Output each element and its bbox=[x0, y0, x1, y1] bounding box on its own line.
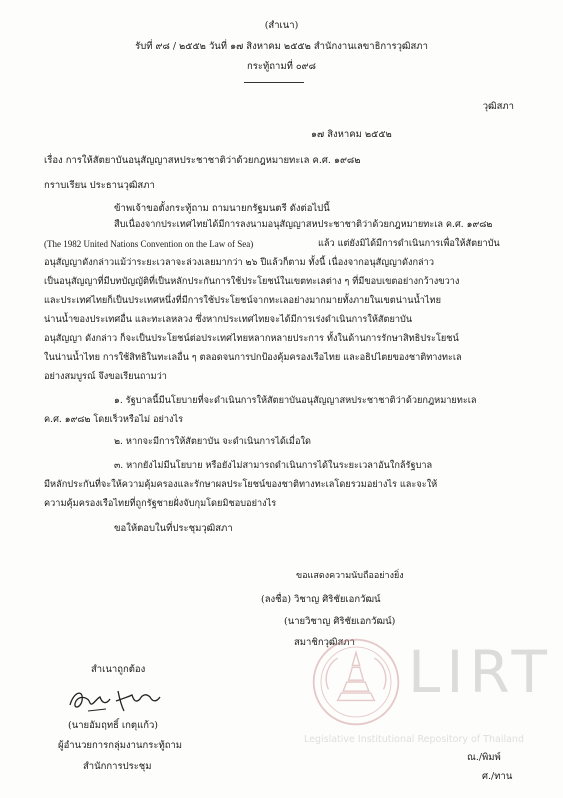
body-line: อนุสัญญา ดังกล่าว ก็จะเป็นประโยชน์ต่อประเทศไทยหลากหลายประการ ทั้งในด้านการรักษาสิทธิประโยชน์ bbox=[44, 333, 459, 344]
body-line: อนุสัญญาดังกล่าวแม้ว่าระยะเวลาจะล่วงเลยมากว่า ๒๖ ปีแล้วก็ตาม ทั้งนี้ เนื่องจากอนุสัญญาดังกล่าว bbox=[44, 257, 434, 268]
answer-request: ขอให้ตอบในที่ประชุมวุฒิสภา bbox=[114, 523, 233, 534]
body-line: น่านน้ำของประเทศอื่น และทะเลหลวง ซึ่งหากประเทศไทยจะได้มีการเร่งดำเนินการให้สัตยาบัน bbox=[44, 314, 413, 325]
sender: วุฒิสภา bbox=[482, 101, 514, 112]
closing-signed: (ลงชื่อ) วิชาญ ศิริชัยเอกวัฒน์ bbox=[261, 594, 381, 605]
certified-copy-label: สำเนาถูกต้อง bbox=[91, 664, 146, 675]
certifier-name: (นายอัมฤทธิ์ เกตุแก้ว) bbox=[68, 720, 158, 731]
question-1-cont: ค.ศ. ๑๙๘๒ โดยเร็วหรือไม่ อย่างไร bbox=[44, 414, 184, 425]
body-line: และประเทศไทยก็เป็นประเทศหนึ่งที่มีการใช้ประโยชน์จากทะเลอย่างมากมายทั้งภายในเขตน่านน้ำไทย bbox=[44, 295, 441, 306]
intro: ข้าพเจ้าขอตั้งกระทู้ถาม ถามนายกรัฐมนตรี ดังต่อไปนี้ bbox=[114, 203, 330, 214]
handwritten-signature bbox=[66, 683, 164, 715]
body-line: อย่างสมบูรณ์ จึงขอเรียนถามว่า bbox=[44, 371, 167, 382]
body-line: เป็นอนุสัญญาที่มีบทบัญญัติที่เป็นหลักประกันการใช้ประโยชน์ในเขตทะเลต่าง ๆ ที่มีขอบเขตอย่างกว้างขวาง bbox=[44, 276, 460, 287]
closing-regards: ขอแสดงความนับถืออย่างยิ่ง bbox=[296, 571, 404, 581]
certifier-office: สำนักการประชุม bbox=[83, 761, 152, 772]
copy-mark: (สำเนา) bbox=[264, 20, 299, 31]
question-3-cont: มีหลักประกันที่จะให้ความคุ้มครองและรักษาผลประโยชน์ของชาติทางทะเลโดยรวมอย่างไร และจะให้ bbox=[44, 479, 438, 490]
question-number: กระทู้ถามที่ ๐๙๘ bbox=[247, 61, 316, 72]
body-line: แล้ว แต่ยังมิได้มีการดำเนินการเพื่อให้สัตยาบัน bbox=[318, 238, 500, 249]
typist-mark: ณ./พิมพ์ bbox=[467, 752, 501, 763]
checker-mark: ศ./ทาน bbox=[482, 771, 513, 782]
question-2: ๒. หากจะมีการให้สัตยาบัน จะดำเนินการได้เมื่อใด bbox=[114, 436, 311, 447]
letter-date: ๑๗ สิงหาคม ๒๕๕๒ bbox=[311, 129, 392, 140]
question-1: ๑. รัฐบาลนี้มีนโยบายที่จะดำเนินการให้สัตยาบันอนุสัญญาสหประชาชาติว่าด้วยกฎหมายทะเล bbox=[114, 395, 477, 406]
header-rule bbox=[244, 82, 304, 83]
parliament-seal-icon bbox=[310, 636, 402, 728]
salutation: กราบเรียน ประธานวุฒิสภา bbox=[44, 180, 155, 191]
certifier-position: ผู้อำนวยการกลุ่มงานกระทู้ถาม bbox=[58, 740, 183, 751]
receipt-line: รับที่ ๙๘ / ๒๕๕๒ วันที่ ๑๗ สิงหาคม ๒๕๕๒ สำนักงานเลขาธิการวุฒิสภา bbox=[135, 41, 428, 52]
body-line: ในน่านน้ำไทย การใช้สิทธิในทะเลอื่น ๆ ตลอดจนการปกป้องคุ้มครองเรือไทย และอธิปไตยของชาติทางทะเล bbox=[44, 352, 462, 363]
lirt-watermark bbox=[290, 632, 560, 792]
closing-name: (นายวิชาญ ศิริชัยเอกวัฒน์) bbox=[284, 616, 396, 627]
closing-position: สมาชิกวุฒิสภา bbox=[294, 637, 355, 648]
question-3: ๓. หากยังไม่มีนโยบาย หรือยังไม่สามารถดำเนินการได้ในระยะเวลาอันใกล้รัฐบาล bbox=[114, 460, 433, 471]
question-3-cont: ความคุ้มครองเรือไทยที่ถูกรัฐชายฝั่งจับกุมโดยมิชอบอย่างไร bbox=[44, 498, 277, 509]
convention-english: (The 1982 United Nations Convention on the Law of Sea) bbox=[44, 239, 254, 249]
watermark-logo-text: LIRT bbox=[408, 638, 553, 706]
watermark-caption: Legislative Institutional Repository of Thailand bbox=[304, 734, 524, 745]
subject: เรื่อง การให้สัตยาบันอนุสัญญาสหประชาชาติว่าด้วยกฎหมายทะเล ค.ศ. ๑๙๘๒ bbox=[44, 155, 361, 166]
body-line: สืบเนื่องจากประเทศไทยได้มีการลงนามอนุสัญญาสหประชาชาติว่าด้วยกฎหมายทะเล ค.ศ. ๑๙๘๒ bbox=[114, 219, 493, 230]
